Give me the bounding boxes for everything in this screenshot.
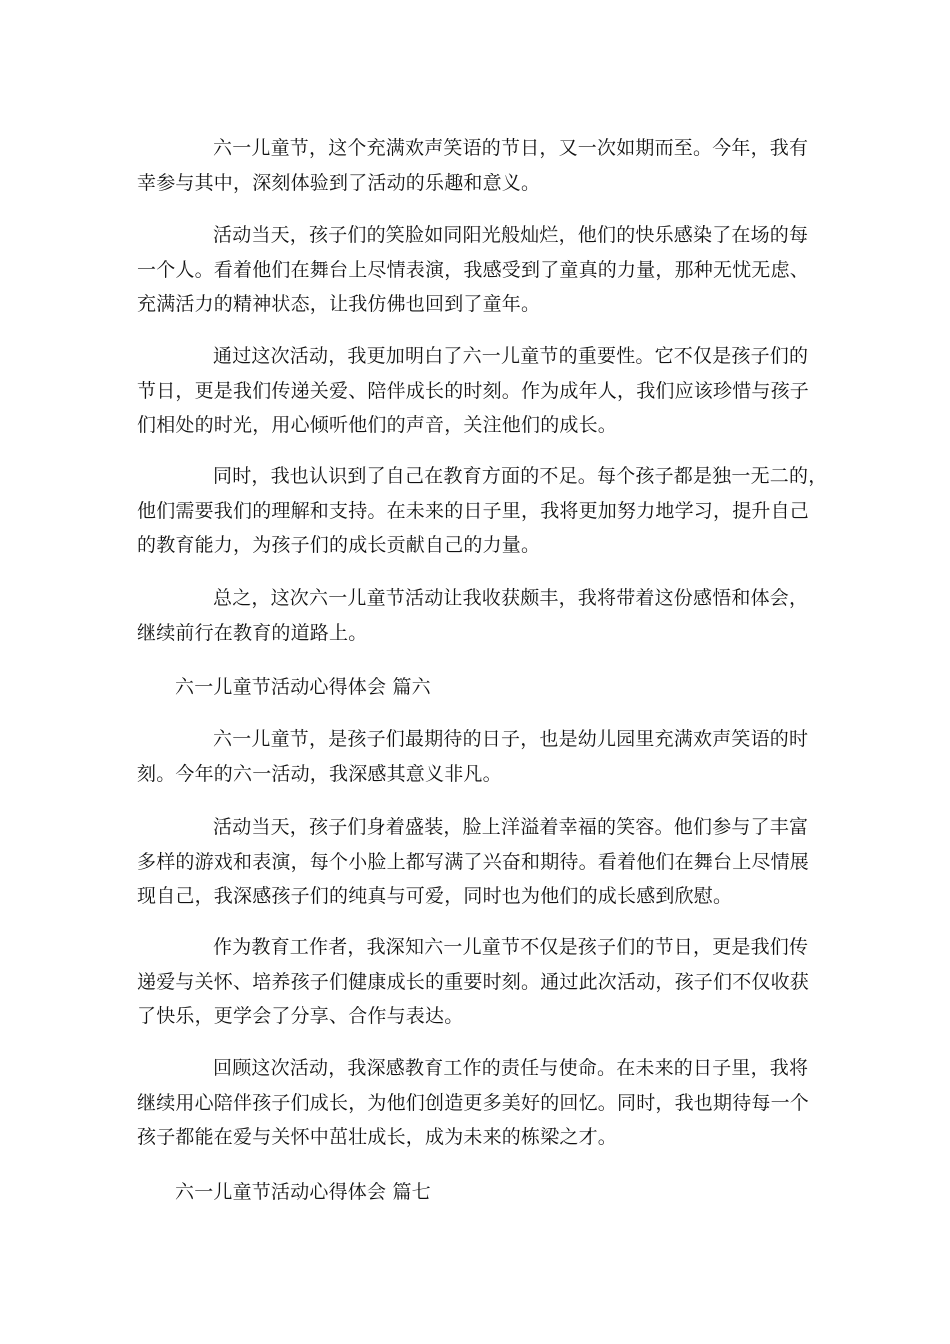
paragraph xyxy=(137,218,809,322)
paragraph-line: 了快乐，更学会了分享、合作与表达。 xyxy=(137,1005,464,1027)
paragraph-line: 继续用心陪伴孩子们成长，为他们创造更多美好的回忆。同时，我也期待每一个 xyxy=(137,1091,810,1114)
paragraph-line: 通过这次活动，我更加明白了六一儿童节的重要性。它不仅是孩子们的 xyxy=(213,345,809,367)
paragraph xyxy=(137,930,809,1034)
paragraph xyxy=(137,810,809,914)
paragraph-line: 总之，这次六一儿童节活动让我收获颇丰，我将带着这份感悟和体会， xyxy=(213,587,809,609)
paragraph-line: 多样的游戏和表演，每个小脸上都写满了兴奋和期待。看着他们在舞台上尽情展 xyxy=(137,850,810,873)
paragraph-line: 的教育能力，为孩子们的成长贡献自己的力量。 xyxy=(137,534,541,556)
paragraph xyxy=(137,131,809,200)
paragraph xyxy=(137,459,828,563)
paragraph-line: 继续前行在教育的道路上。 xyxy=(137,621,368,644)
paragraph-line: 同时，我也认识到了自己在教育方面的不足。每个孩子都是独一无二的， xyxy=(213,465,828,487)
paragraph xyxy=(137,722,809,791)
paragraph xyxy=(137,581,809,650)
paragraph-line: 节日，更是我们传递关爱、陪伴成长的时刻。作为成年人，我们应该珍惜与孩子 xyxy=(137,379,810,402)
section-heading: 六一儿童节活动心得体会 篇六 xyxy=(175,676,431,698)
paragraph-line: 幸参与其中，深刻体验到了活动的乐趣和意义。 xyxy=(137,171,541,194)
paragraph-line: 一个人。看着他们在舞台上尽情表演，我感受到了童真的力量，那种无忧无虑、 xyxy=(137,258,810,281)
paragraph-line: 他们需要我们的理解和支持。在未来的日子里，我将更加努力地学习，提升自己 xyxy=(137,499,810,522)
paragraph-line: 刻。今年的六一活动，我深感其意义非凡。 xyxy=(137,762,502,785)
paragraph-line: 们相处的时光，用心倾听他们的声音，关注他们的成长。 xyxy=(137,414,618,436)
paragraph-line: 活动当天，孩子们身着盛装，脸上洋溢着幸福的笑容。他们参与了丰富 xyxy=(213,816,809,838)
paragraph xyxy=(137,339,809,443)
paragraph xyxy=(137,1051,809,1155)
paragraph-line: 充满活力的精神状态，让我仿佛也回到了童年。 xyxy=(137,293,541,315)
paragraph-line: 六一儿童节，这个充满欢声笑语的节日，又一次如期而至。今年，我有 xyxy=(213,137,809,159)
paragraph-line: 回顾这次活动，我深感教育工作的责任与使命。在未来的日子里，我将 xyxy=(213,1057,809,1079)
paragraph-line: 孩子都能在爱与关怀中茁壮成长，成为未来的栋梁之才。 xyxy=(137,1126,618,1148)
section-heading: 六一儿童节活动心得体会 篇七 xyxy=(175,1181,431,1203)
paragraph-line: 现自己，我深感孩子们的纯真与可爱，同时也为他们的成长感到欣慰。 xyxy=(137,885,733,907)
paragraph-line: 递爱与关怀、培养孩子们健康成长的重要时刻。通过此次活动，孩子们不仅收获 xyxy=(137,970,810,993)
paragraph-line: 六一儿童节，是孩子们最期待的日子，也是幼儿园里充满欢声笑语的时 xyxy=(213,728,809,750)
paragraph-line: 作为教育工作者，我深知六一儿童节不仅是孩子们的节日，更是我们传 xyxy=(213,936,809,958)
paragraph-line: 活动当天，孩子们的笑脸如同阳光般灿烂，他们的快乐感染了在场的每 xyxy=(213,224,809,246)
